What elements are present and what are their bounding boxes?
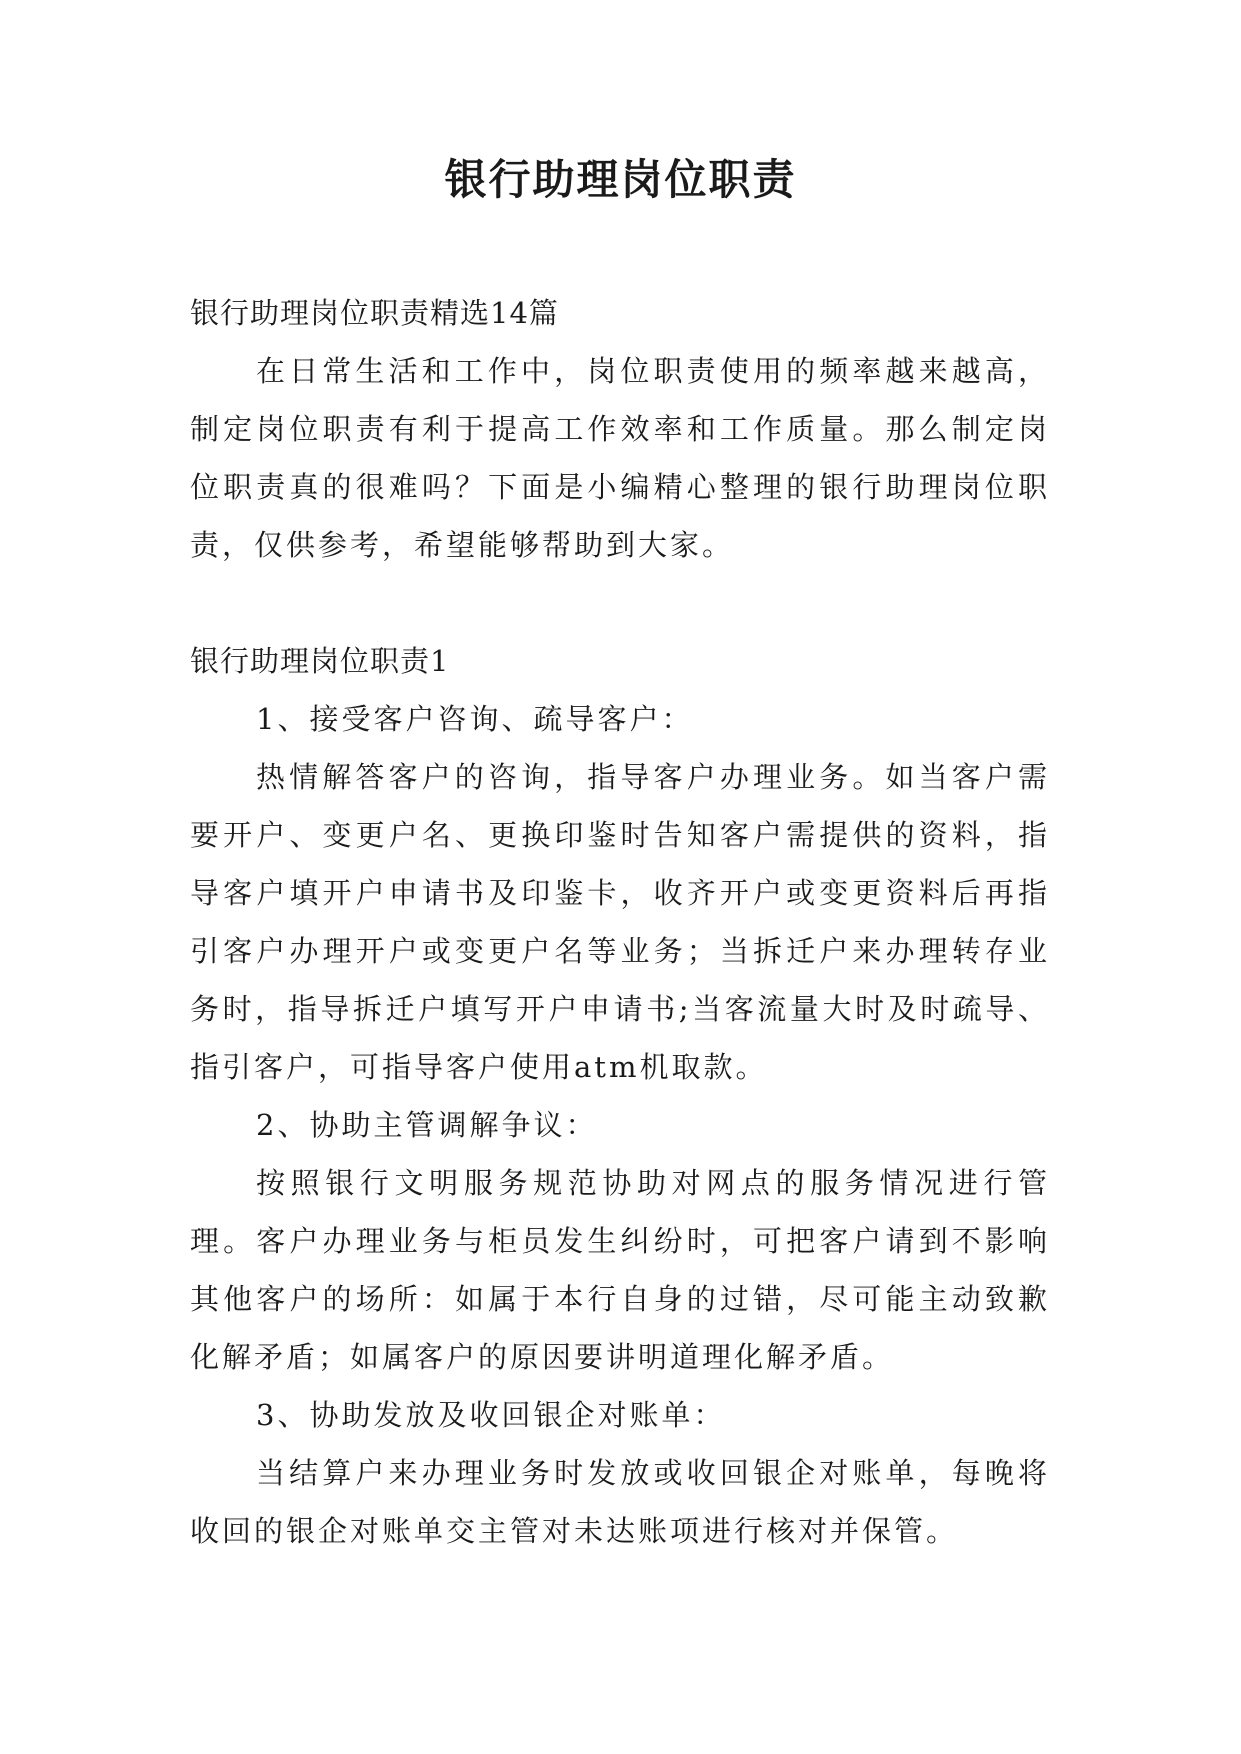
item-heading: 1、接受客户咨询、疏导客户： [256,702,694,736]
item-heading: 2、协助主管调解争议： [256,1108,598,1142]
item-paragraph: 热情解答客户的咨询，指导客户办理业务。如当客户需要开户、变更户名、更换印鉴时告知客户需提供的资料，指导客户填开户申请书及印鉴卡，收齐开户或变更资料后再指引客户办理开户或变更户名等业务；当拆迁户来办理转存业务时，指导拆迁户填写开户申请书;当客流量大时及时疏导、指引客户，可指导客户使用atm机取款。 [190,760,1050,1084]
paragraph-gap [190,574,1050,632]
intro-paragraph: 在日常生活和工作中，岗位职责使用的频率越来越高，制定岗位职责有利于提高工作效率和工作质量。那么制定岗位职责真的很难吗？下面是小编精心整理的银行助理岗位职责，仅供参考，希望能够帮助到大家。 [190,354,1050,562]
section-heading: 银行助理岗位职责1 [190,644,450,678]
document-title: 银行助理岗位职责 [444,155,797,204]
item-heading: 3、协助发放及收回银企对账单： [256,1398,726,1432]
subtitle: 银行助理岗位职责精选14篇 [190,296,559,330]
item-paragraph: 按照银行文明服务规范协助对网点的服务情况进行管理。客户办理业务与柜员发生纠纷时，可把客户请到不影响其他客户的场所：如属于本行自身的过错，尽可能主动致歉化解矛盾；如属客户的原因要讲明道理化解矛盾。 [190,1166,1050,1374]
item-paragraph: 当结算户来办理业务时发放或收回银企对账单，每晚将收回的银企对账单交主管对未达账项进行核对并保管。 [190,1456,1050,1548]
document-body [190,284,1050,1560]
